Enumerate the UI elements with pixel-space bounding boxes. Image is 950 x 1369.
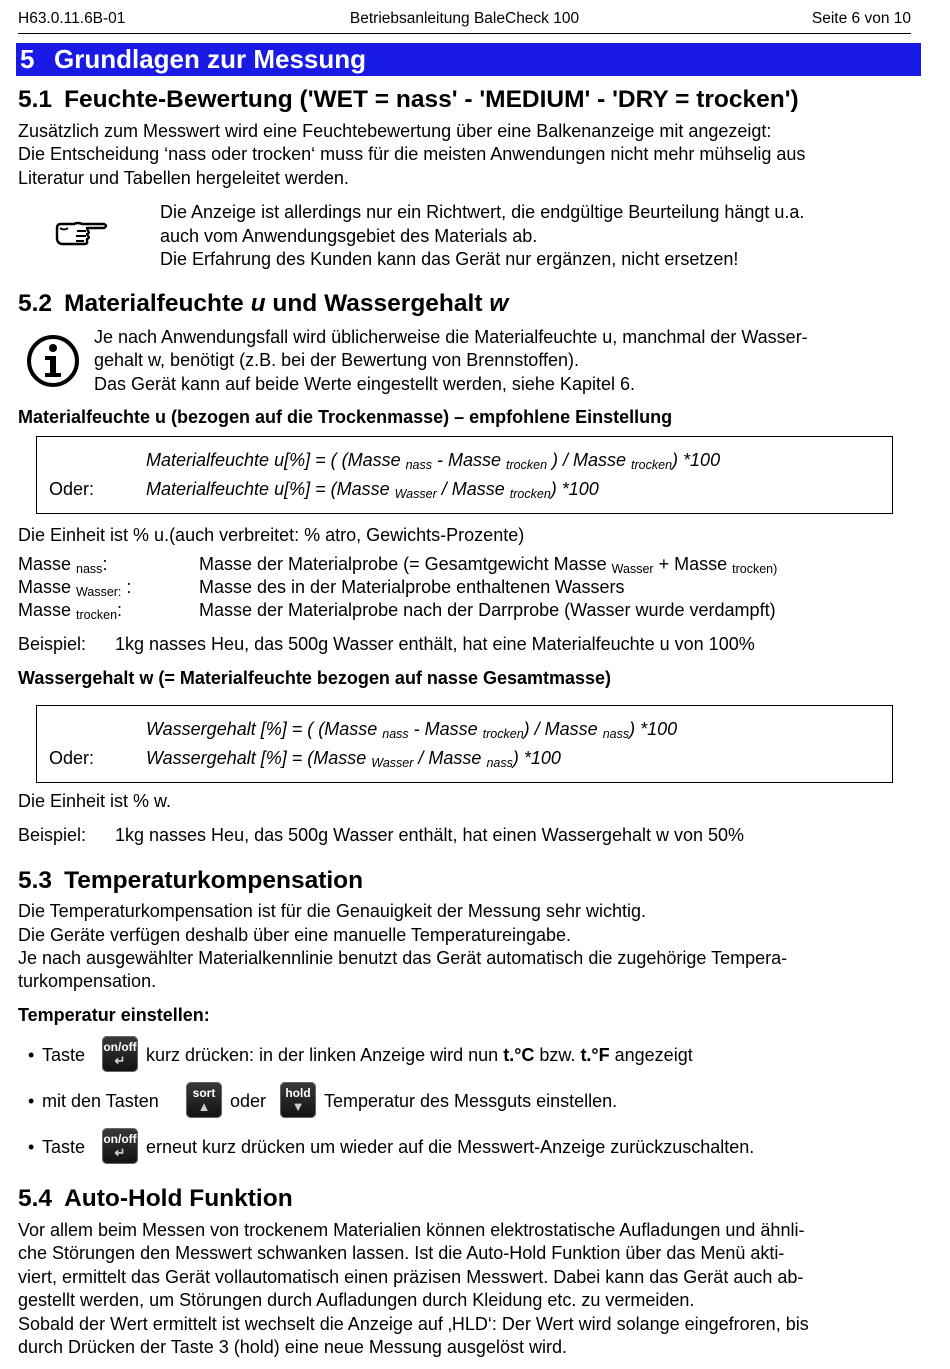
section-title: Temperaturkompensation xyxy=(64,867,364,894)
bullet: • xyxy=(28,1091,35,1111)
oder-label: Oder: xyxy=(49,748,95,768)
page-number: Seite 6 von 10 xyxy=(811,10,911,27)
bullet: • xyxy=(28,1045,35,1065)
note-line: Die Erfahrung des Kunden kann das Gerät nur ergänzen, nicht ersetzen! xyxy=(160,249,739,269)
info-icon xyxy=(26,334,80,388)
chapter-title: Grundlagen zur Messung xyxy=(54,44,367,74)
sort-up-key-icon: sort ▲ xyxy=(186,1082,222,1118)
example-label: Beispiel: xyxy=(18,634,87,654)
section-number: 5.1 xyxy=(18,86,53,113)
formula-line: Materialfeuchte u[%] = (Masse $_{Wasser}$ / Masse $_{trocken}$) *100 xyxy=(146,479,599,501)
example-label: Beispiel: xyxy=(18,825,87,845)
paragraph: gestellt werden, um Störungen durch Aufladungen durch Kleidung etc. zu vermeiden. xyxy=(18,1290,695,1310)
step-text: mit den Tasten xyxy=(42,1091,159,1111)
section-5-4-heading xyxy=(18,1185,293,1213)
step-text: kurz drücken: in der linken Anzeige wird nun t.°C bzw. t.°F angezeigt xyxy=(146,1045,693,1065)
step-text: Temperatur des Messguts einstellen. xyxy=(324,1091,618,1111)
step-text: Taste xyxy=(42,1137,86,1157)
section-number: 5.4 xyxy=(18,1185,53,1212)
unit-line: Die Einheit ist % w. xyxy=(18,791,172,811)
note-line: Die Anzeige ist allerdings nur ein Richtwert, die endgültige Beurteilung hängt u.a. xyxy=(160,202,805,222)
paragraph: Zusätzlich zum Messwert wird eine Feuchtebewertung über eine Balkenanzeige mit angezeigt: xyxy=(18,121,772,141)
oder-label: Oder: xyxy=(49,479,95,499)
section-number: 5.3 xyxy=(18,867,53,894)
info-line: gehalt w, benötigt (z.B. bei der Bewertung von Brennstoffen). xyxy=(94,350,579,370)
header-divider xyxy=(18,33,911,34)
formula-box-wassergehalt xyxy=(36,705,893,783)
section-5-1-heading xyxy=(18,86,799,114)
page-header xyxy=(18,8,911,32)
formula-line: Materialfeuchte u[%] = ( (Masse $_{nass}$ - Masse $_{trocken}$ ) / Masse $_{trocken}$) *100 xyxy=(146,450,721,472)
example-text: 1kg nasses Heu, das 500g Wasser enthält, hat eine Materialfeuchte u von 100% xyxy=(115,634,755,654)
paragraph: che Störungen den Messwert schwanken lassen. Ist die Auto-Hold Funktion über das Menü akti- xyxy=(18,1243,785,1263)
example-text: 1kg nasses Heu, das 500g Wasser enthält, hat einen Wassergehalt w von 50% xyxy=(115,825,745,845)
unit-line: Die Einheit ist % u.(auch verbreitet: % atro, Gewichts-Prozente) xyxy=(18,525,525,545)
bullet: • xyxy=(28,1137,35,1157)
paragraph: Die Geräte verfügen deshalb über eine manuelle Temperatureingabe. xyxy=(18,925,572,945)
definition-desc: Masse der Materialprobe nach der Darrprobe (Wasser wurde verdampft) xyxy=(199,600,776,620)
paragraph: Die Temperaturkompensation ist für die Genauigkeit der Messung sehr wichtig. xyxy=(18,901,646,921)
section-5-2-heading xyxy=(18,290,508,318)
definition-desc: Masse des in der Materialprobe enthaltenen Wassers xyxy=(199,577,625,597)
note-line: auch vom Anwendungsgebiet des Materials ab. xyxy=(160,226,538,246)
section-5-3-heading xyxy=(18,867,363,895)
doc-title: Betriebsanleitung BaleCheck 100 xyxy=(349,10,580,27)
definition-term: Masse $_{nass}$: xyxy=(18,554,108,576)
paragraph: turkompensation. xyxy=(18,971,157,991)
definition-term: Masse $_{Wasser:}$ : xyxy=(18,577,132,599)
section-title-var: u xyxy=(250,290,266,317)
info-line: Das Gerät kann auf beide Werte eingestellt werden, siehe Kapitel 6. xyxy=(94,374,635,394)
chapter-heading xyxy=(16,43,921,76)
formula-line: Wassergehalt [%] = ( (Masse $_{nass}$ - Masse $_{trocken}$) / Masse $_{nass}$) *100 xyxy=(146,719,678,741)
step-text: erneut kurz drücken um wieder auf die Messwert-Anzeige zurückzuschalten. xyxy=(146,1137,755,1157)
info-line: Je nach Anwendungsfall wird üblicherweise die Materialfeuchte u, manchmal der Wasser- xyxy=(94,327,808,347)
subheading-wassergehalt: Wassergehalt w (= Materialfeuchte bezogen auf nasse Gesamtmasse) xyxy=(18,668,612,688)
section-title: Feuchte-Bewertung ('WET = nass' - 'MEDIUM' - 'DRY = trocken') xyxy=(64,86,799,113)
paragraph: Literatur und Tabellen hergeleitet werden. xyxy=(18,168,349,188)
subheading-temperatur: Temperatur einstellen: xyxy=(18,1005,210,1025)
subheading-materialfeuchte: Materialfeuchte u (bezogen auf die Trockenmasse) – empfohlene Einstellung xyxy=(18,407,673,427)
formula-box-materialfeuchte xyxy=(36,436,893,514)
formula-line: Wassergehalt [%] = (Masse $_{Wasser}$ / Masse $_{nass}$) *100 xyxy=(146,748,561,770)
paragraph: Die Entscheidung ‘nass oder trocken‘ muss für die meisten Anwendungen nicht mehr mühselig aus xyxy=(18,144,806,164)
section-title: Auto-Hold Funktion xyxy=(64,1185,293,1212)
onoff-key-icon: on/off ↵ xyxy=(102,1128,138,1164)
onoff-key-icon: on/off ↵ xyxy=(102,1036,138,1072)
pointing-hand-icon xyxy=(54,218,110,250)
hold-down-key-icon: hold ▼ xyxy=(280,1082,316,1118)
definition-desc: Masse der Materialprobe (= Gesamtgewicht Masse $_{Wasser}$ + Masse $_{trocken)}$ xyxy=(199,554,778,576)
paragraph: viert, ermittelt das Gerät vollautomatisch einen präzisen Messwert. Dabei kann das Gerät auch ab- xyxy=(18,1267,804,1287)
section-number: 5.2 xyxy=(18,290,53,317)
definition-term: Masse $_{trocken}$: xyxy=(18,600,123,622)
paragraph: Je nach ausgewählter Materialkennlinie benutzt das Gerät automatisch die zugehörige Tempera- xyxy=(18,948,788,968)
chapter-number: 5 xyxy=(20,44,35,74)
step-text: Taste xyxy=(42,1045,86,1065)
paragraph: Vor allem beim Messen von trockenem Materialien können elektrostatische Aufladungen und ähnli- xyxy=(18,1220,805,1240)
paragraph: durch Drücken der Taste 3 (hold) eine neue Messung ausgelöst wird. xyxy=(18,1337,567,1357)
doc-id: H63.0.11.6B-01 xyxy=(18,10,126,27)
section-title-var: w xyxy=(489,290,509,317)
step-text: oder xyxy=(230,1091,267,1111)
paragraph: Sobald der Wert ermittelt ist wechselt die Anzeige auf ‚HLD‘: Der Wert wird solange eingefroren, bis xyxy=(18,1314,809,1334)
section-title-part: und Wassergehalt xyxy=(265,290,490,317)
section-title-part: Materialfeuchte xyxy=(64,290,251,317)
